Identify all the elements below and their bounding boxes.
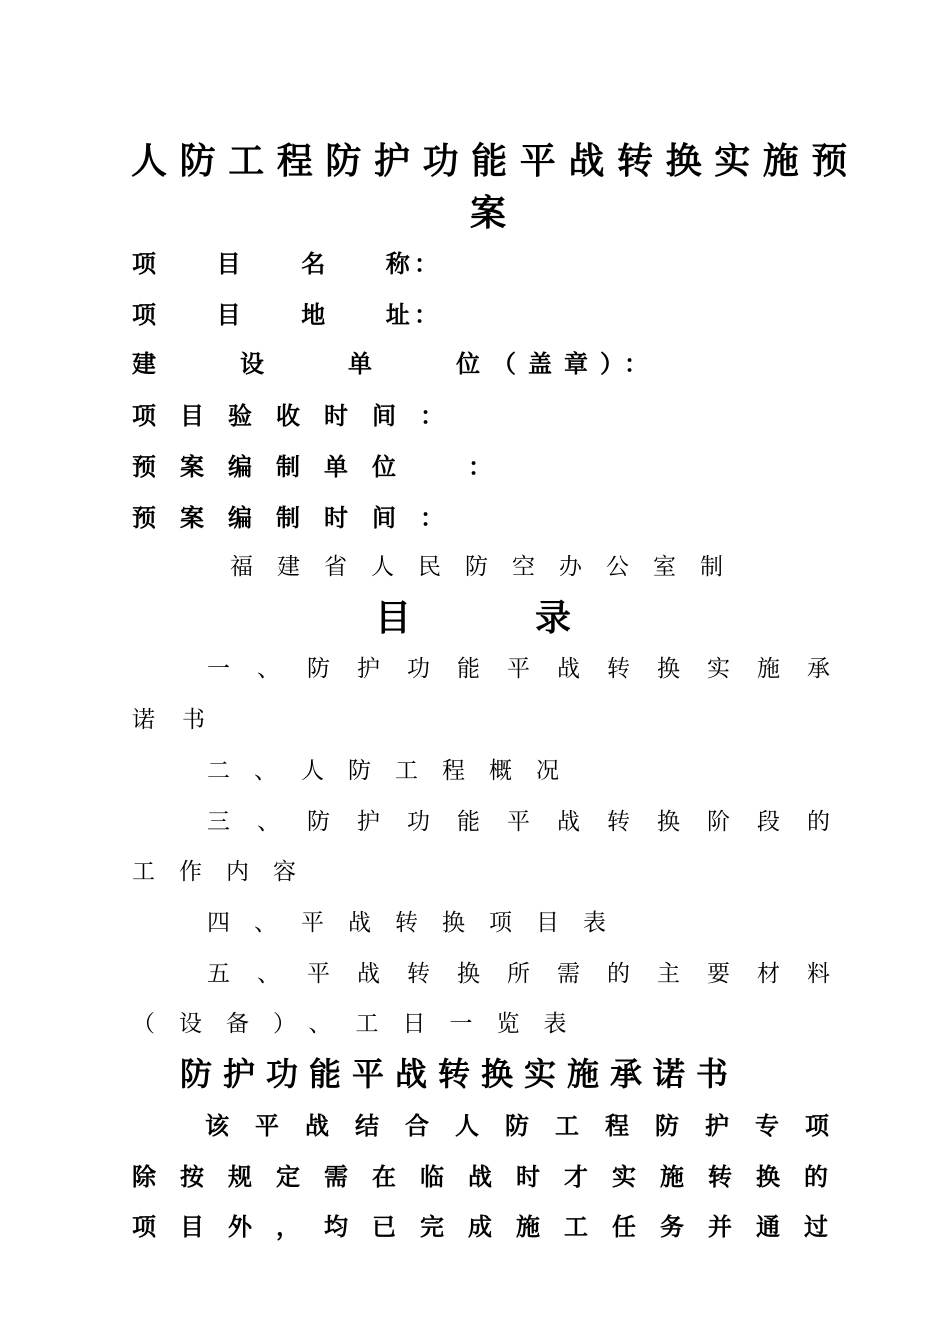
toc-item-1-cont: 诺书 [132,707,232,733]
toc-item-5-cont: （设备）、工日一览表 [132,1011,591,1037]
document-title-line2: 案 [470,192,518,234]
field-plan-unit: 预案编制单位 ： [132,452,516,481]
commitment-line-2: 除按规定需在临战时才实施转换的 [132,1162,852,1191]
toc-item-2: 二、人防工程概况 [207,758,583,784]
document-title-line1: 人防工程防护功能平战转换实施预 [131,140,861,182]
field-project-address: 项 目 地 址： [132,300,443,329]
field-plan-time: 预案编制时间： [132,503,468,532]
commitment-line-1: 该平战结合人防工程防护专项 [205,1111,855,1140]
toc-heading: 目 录 [375,597,576,639]
field-construction-unit: 建 设 单 位（盖章）： [132,349,660,378]
issuer-line: 福建省人民防空办公室制 [230,554,747,580]
toc-item-3-cont: 工作内容 [132,859,320,885]
field-acceptance-time: 项目验收时间： [132,401,468,430]
commitment-line-3: 项目外，均已完成施工任务并通过 [132,1212,852,1241]
toc-item-5: 五、平战转换所需的主要材料 [207,961,857,987]
toc-item-3: 三、防护功能平战转换阶段的 [207,809,857,835]
commitment-heading: 防护功能平战转换实施承诺书 [180,1055,740,1093]
field-project-name: 项 目 名 称： [132,249,443,278]
toc-item-4: 四、平战转换项目表 [207,910,630,936]
toc-item-1: 一、防护功能平战转换实施承 [207,656,857,682]
